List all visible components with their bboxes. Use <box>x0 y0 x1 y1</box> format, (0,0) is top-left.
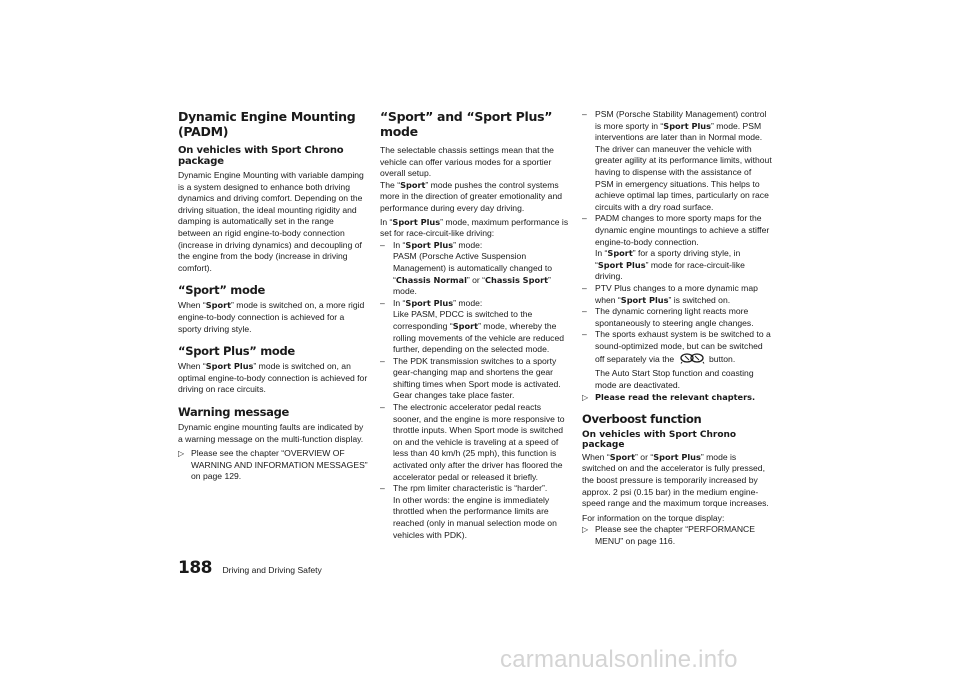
watermark: carmanualsonline.info <box>500 646 738 673</box>
section-title: Driving and Driving Safety <box>222 565 322 575</box>
sports-exhaust-icon <box>679 352 705 368</box>
padm-subheading: On vehicles with Sport Chrono package <box>178 145 344 167</box>
sport-modes-intro: The selectable chassis settings mean that the vehicle can offer various modes for a sportier overall setup. <box>380 145 554 179</box>
list-item: – In “Sport Plus” mode: Like PASM, PDCC is switched to the corresponding “Sport” mode, whereby the rolling movements of the vehicle are reduced further, depending on the selected mode. <box>380 297 565 355</box>
sport-plus-mode-heading: “Sport Plus” mode <box>178 344 295 359</box>
page-number: 188 <box>178 558 212 578</box>
sport-mode-text: When “Sport” mode is switched on, a more rigid engine-to-body connection is achieved for a sporty driving style. <box>178 300 365 334</box>
list-item: – PSM (Porsche Stability Management) control is more sporty in “Sport Plus” mode. PSM interventions are later than in Normal mode. The driver can maneuver the vehicle with greater agility at its performance limits, without having to dispense with the assistance of PSM in emergency situations. This helps to achieve optimal lap times, particularly on race circuits with a dry road surface. <box>582 109 772 212</box>
column-1 <box>178 109 368 485</box>
note-reference: ▷ Please read the relevant chapters. <box>582 392 756 403</box>
padm-intro: Dynamic Engine Mounting with variable damping is a system designed to enhance both driving dynamics and driving comfort. Depending on the driving situation, the ideal mounting rigidity and damping is automatically set in the range between an rigid engine-to-body connection (increase in driving dynamics) and decoupling of the engine from the body (increase in driving comfort). <box>178 170 364 273</box>
overboost-text: When “Sport” or “Sport Plus” mode is switched on and the accelerator is fully pressed, the boost pressure is temporarily increased by approx. 2 psi (0.15 bar) in the medium engine-speed range and the maximum torque increases. <box>582 451 769 509</box>
column-3 <box>582 109 772 550</box>
list-item: – The dynamic cornering light reacts more spontaneously to steering angle changes. <box>582 306 754 328</box>
sport-plus-mode-text: When “Sport Plus” mode is switched on, an optimal engine-to-body connection is achieved for driving on race circuits. <box>178 361 368 395</box>
list-item: – The electronic accelerator pedal reacts sooner, and the engine is more responsive to throttle inputs. When Sport mode is switched on and the vehicle is traveling at a speed of less than 40 km/h (25 mph), this function is activated only after the driver has floored the accelerator pedal or released it briefly. <box>380 402 565 482</box>
padm-title: Dynamic Engine Mounting (PADM) <box>178 109 356 139</box>
warning-message-heading: Warning message <box>178 404 290 419</box>
overboost-subheading: On vehicles with Sport Chrono package <box>582 429 737 450</box>
column-2 <box>380 109 570 541</box>
sport-modes-title: “Sport” and “Sport Plus” mode <box>380 109 553 139</box>
arrow-icon: ▷ <box>178 449 185 459</box>
list-item: – The rpm limiter characteristic is “harder”. In other words: the engine is immediately throttled when the performance limits are reached (only in manual selection mode on vehicles with PDK). <box>380 483 557 540</box>
overboost-heading: Overboost function <box>582 411 702 426</box>
arrow-icon: ▷ <box>582 525 589 535</box>
sport-plus-description: In “Sport Plus” mode, maximum performance is set for race-circuit-like driving: <box>380 216 569 239</box>
arrow-icon: ▷ <box>582 393 589 403</box>
list-item: – PTV Plus changes to a more dynamic map when “Sport Plus” is switched on. <box>582 282 758 305</box>
torque-text: For information on the torque display: <box>582 512 725 523</box>
warning-message-text: Dynamic engine mounting faults are indicated by a warning message on the multi-function display. <box>178 421 364 444</box>
page-footer <box>178 558 322 578</box>
warning-reference: ▷ Please see the chapter “OVERVIEW OF WARNING AND INFORMATION MESSAGES” on page 129. <box>178 448 368 482</box>
list-item: – The PDK transmission switches to a sporty gear-changing map and shortens the gear shifting times when Sport mode is activated. Gear changes take place faster. <box>380 355 561 401</box>
list-item: – In “Sport Plus” mode: PASM (Porsche Active Suspension Management) is automatically changed to “Chassis Normal” or “Chassis Sport” mode. <box>380 239 553 297</box>
list-item: – PADM changes to more sporty maps for the dynamic engine mountings to achieve a stiffer engine-to-body connection. In “Sport” for a sporty driving style, in “Sport Plus” mode for race-circuit-like driving. <box>582 213 770 282</box>
list-item: – The sports exhaust system is be switched to a sound-optimized mode, but can be switched off separately via the button. The Auto Start Stop function and coasting mode are deactivated. <box>582 329 771 390</box>
sport-mode-description: The “Sport” mode pushes the control systems more in the direction of greater emotionality and performance during every day driving. <box>380 179 563 213</box>
torque-reference: ▷ Please see the chapter “PERFORMANCE MENU” on page 116. <box>582 524 755 546</box>
sport-mode-heading: “Sport” mode <box>178 283 266 298</box>
